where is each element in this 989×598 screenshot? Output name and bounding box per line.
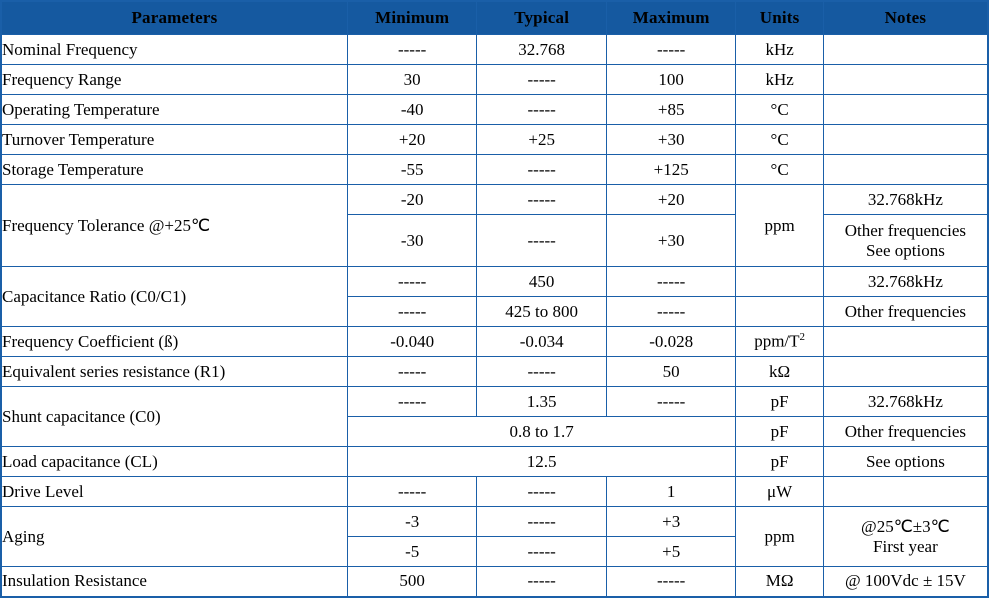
row-typical: -0.034 xyxy=(477,327,607,357)
row-maximum: ----- xyxy=(606,35,736,65)
row-parameter: Storage Temperature xyxy=(1,155,347,185)
row-typical: 450 xyxy=(477,267,607,297)
row-parameter: Drive Level xyxy=(1,477,347,507)
row-notes: Other frequencies xyxy=(823,297,988,327)
row-typical: 0.8 to 1.7 xyxy=(347,417,736,447)
header-units: Units xyxy=(736,1,823,35)
row-units: kHz xyxy=(736,65,823,95)
header-parameters: Parameters xyxy=(1,1,347,35)
row-typical: ----- xyxy=(477,185,607,215)
row-typical: 32.768 xyxy=(477,35,607,65)
row-typical: ----- xyxy=(477,507,607,537)
row-typical: 1.35 xyxy=(477,387,607,417)
row-maximum: 1 xyxy=(606,477,736,507)
row-parameter: Insulation Resistance xyxy=(1,567,347,597)
row-parameter: Frequency Coefficient (ß) xyxy=(1,327,347,357)
row-units: °C xyxy=(736,125,823,155)
row-notes xyxy=(823,507,988,567)
row-notes: 32.768kHz xyxy=(823,267,988,297)
notes-line-1: Other frequencies xyxy=(844,220,967,240)
row-maximum: 100 xyxy=(606,65,736,95)
row-units: μW xyxy=(736,477,823,507)
row-units xyxy=(736,267,823,297)
row-maximum: +3 xyxy=(606,507,736,537)
row-units: °C xyxy=(736,95,823,125)
row-minimum: ----- xyxy=(347,35,477,65)
table-row xyxy=(1,447,988,477)
row-maximum: +125 xyxy=(606,155,736,185)
row-units xyxy=(736,327,823,357)
row-units: ppm xyxy=(736,507,823,567)
row-units: °C xyxy=(736,155,823,185)
table-header-row xyxy=(1,1,988,35)
row-minimum: ----- xyxy=(347,357,477,387)
table-row xyxy=(1,327,988,357)
row-maximum: ----- xyxy=(606,387,736,417)
row-notes xyxy=(823,95,988,125)
row-minimum: -3 xyxy=(347,507,477,537)
row-minimum: -5 xyxy=(347,537,477,567)
row-minimum: 30 xyxy=(347,65,477,95)
row-notes xyxy=(823,65,988,95)
table-row xyxy=(1,357,988,387)
row-parameter: Equivalent series resistance (R1) xyxy=(1,357,347,387)
row-parameter: Nominal Frequency xyxy=(1,35,347,65)
row-notes: @ 100Vdc ± 15V xyxy=(823,567,988,597)
units-exponent: 2 xyxy=(799,331,806,344)
units-text: ppm/T xyxy=(754,331,800,351)
row-minimum: ----- xyxy=(347,387,477,417)
row-typical: ----- xyxy=(477,477,607,507)
row-units: ppm xyxy=(736,185,823,267)
row-span-value: 12.5 xyxy=(347,447,736,477)
row-units: kHz xyxy=(736,35,823,65)
row-notes: See options xyxy=(823,447,988,477)
row-units xyxy=(736,297,823,327)
table-row xyxy=(1,387,988,417)
table-row xyxy=(1,125,988,155)
row-minimum: +20 xyxy=(347,125,477,155)
header-minimum: Minimum xyxy=(347,1,477,35)
row-maximum: +30 xyxy=(606,215,736,267)
row-units: pF xyxy=(736,387,823,417)
row-minimum: -40 xyxy=(347,95,477,125)
table-row xyxy=(1,267,988,297)
row-maximum: ----- xyxy=(606,267,736,297)
row-typical: ----- xyxy=(477,215,607,267)
row-typical: +25 xyxy=(477,125,607,155)
row-typical: ----- xyxy=(477,65,607,95)
row-notes xyxy=(823,215,988,267)
table-row xyxy=(1,477,988,507)
row-units: pF xyxy=(736,417,823,447)
row-notes xyxy=(823,477,988,507)
row-typical: ----- xyxy=(477,567,607,597)
row-typical: 425 to 800 xyxy=(477,297,607,327)
row-maximum: +20 xyxy=(606,185,736,215)
row-typical: ----- xyxy=(477,357,607,387)
table-row xyxy=(1,507,988,537)
row-typical: ----- xyxy=(477,95,607,125)
row-notes: Other frequencies xyxy=(823,417,988,447)
table-row xyxy=(1,567,988,597)
row-maximum: +5 xyxy=(606,537,736,567)
table-row xyxy=(1,155,988,185)
row-units: MΩ xyxy=(736,567,823,597)
row-notes xyxy=(823,155,988,185)
notes-line-1: @25℃±3℃ xyxy=(861,516,950,536)
table-row xyxy=(1,95,988,125)
row-minimum: ----- xyxy=(347,477,477,507)
table-row xyxy=(1,65,988,95)
row-maximum: ----- xyxy=(606,297,736,327)
row-minimum: 500 xyxy=(347,567,477,597)
row-minimum: -20 xyxy=(347,185,477,215)
table-row xyxy=(1,185,988,215)
row-parameter: Frequency Tolerance @+25℃ xyxy=(1,185,347,267)
row-maximum: +85 xyxy=(606,95,736,125)
row-units: kΩ xyxy=(736,357,823,387)
notes-line-2: See options xyxy=(865,240,945,260)
row-parameter: Aging xyxy=(1,507,347,567)
table-row xyxy=(1,35,988,65)
header-typical: Typical xyxy=(477,1,607,35)
notes-line-2: First year xyxy=(873,536,938,556)
header-maximum: Maximum xyxy=(606,1,736,35)
row-minimum: -0.040 xyxy=(347,327,477,357)
row-parameter: Shunt capacitance (C0) xyxy=(1,387,347,447)
row-typical: ----- xyxy=(477,155,607,185)
row-maximum: +30 xyxy=(606,125,736,155)
row-notes: 32.768kHz xyxy=(823,387,988,417)
row-notes: 32.768kHz xyxy=(823,185,988,215)
row-maximum: -0.028 xyxy=(606,327,736,357)
row-notes xyxy=(823,125,988,155)
row-maximum: 50 xyxy=(606,357,736,387)
row-parameter: Capacitance Ratio (C0/C1) xyxy=(1,267,347,327)
row-notes xyxy=(823,327,988,357)
row-typical: ----- xyxy=(477,537,607,567)
row-minimum: ----- xyxy=(347,267,477,297)
row-parameter: Operating Temperature xyxy=(1,95,347,125)
row-units: pF xyxy=(736,447,823,477)
row-maximum: ----- xyxy=(606,567,736,597)
row-notes xyxy=(823,35,988,65)
row-parameter: Load capacitance (CL) xyxy=(1,447,347,477)
row-parameter: Turnover Temperature xyxy=(1,125,347,155)
row-minimum: -55 xyxy=(347,155,477,185)
row-notes xyxy=(823,357,988,387)
row-parameter: Frequency Range xyxy=(1,65,347,95)
header-notes: Notes xyxy=(823,1,988,35)
row-minimum: ----- xyxy=(347,297,477,327)
row-minimum: -30 xyxy=(347,215,477,267)
